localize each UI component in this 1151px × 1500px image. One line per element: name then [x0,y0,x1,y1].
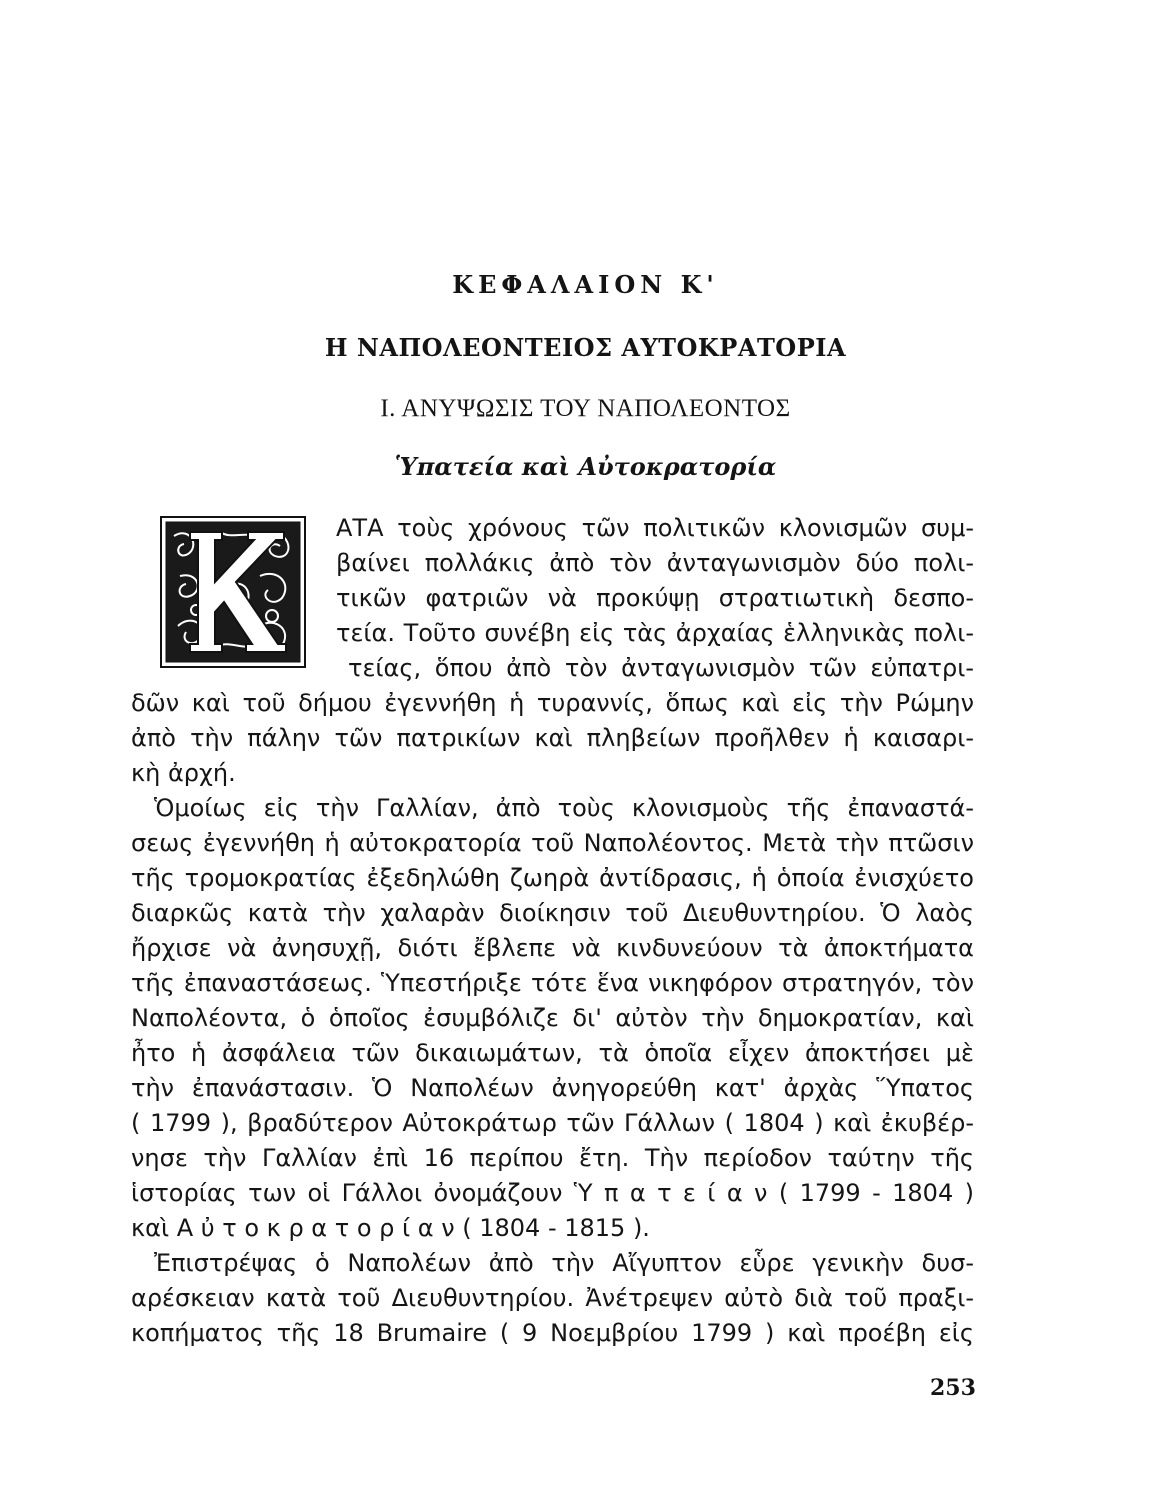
section-title: Ι. ΑΝΥΨΩΣΙΣ ΤΟΥ ΝΑΠΟΛΕΟΝΤΟΣ [380,395,791,422]
paragraph-line: κὴ ἀρχή. [131,759,236,787]
paragraph-line: Ἐπιστρέψας ὁ Ναπολέων ἀπὸ τὴν Αἴγυπτον εὗρε γενικὴν δυσ- [154,1249,974,1277]
paragraph-line: καὶ Α ὐ τ ο κ ρ α τ ο ρ ί α ν ( 1804 - 1815 ). [131,1214,650,1242]
paragraph-line: τὴν ἐπανάστασιν. Ὁ Ναπολέων ἀνηγορεύθη κατ' ἀρχὰς Ὕπατος [131,1074,974,1102]
subsection-title: Ὑπατεία καὶ Αὐτοκρατορία [394,452,777,481]
chapter-label: ΚΕΦΑΛΑΙΟΝ Κ' [452,270,719,299]
paragraph-line: Ὁμοίως εἰς τὴν Γαλλίαν, ἀπὸ τοὺς κλονισμοὺς τῆς ἐπαναστά- [154,794,974,822]
paragraph-line: αρέσκειαν κατὰ τοῦ Διευθυντηρίου. Ἀνέτρεψεν αὐτὸ διὰ τοῦ πραξι- [131,1284,974,1312]
paragraph-line: διαρκῶς κατὰ τὴν χαλαρὰν διοίκησιν τοῦ Διευθυντηρίου. Ὁ λαὸς [131,899,974,927]
paragraph-line: ἤρχισε νὰ ἀνησυχῇ, διότι ἔβλεπε νὰ κινδυνεύουν τὰ ἀποκτήματα [131,934,974,962]
paragraph-line: τείας, ὅπου ἀπὸ τὸν ἀνταγωνισμὸν τῶν εὐπατρι- [348,654,974,682]
chapter-title: Η ΝΑΠΟΛΕΟΝΤΕΙΟΣ ΑΥΤΟΚΡΑΤΟΡΙΑ [324,333,847,362]
paragraph-line: ΑΤΑ τοὺς χρόνους τῶν πολιτικῶν κλονισμῶν συμ- [336,514,974,542]
paragraph-line: τεία. Τοῦτο συνέβη εἰς τὰς ἀρχαίας ἑλληνικὰς πολι- [336,619,974,647]
paragraph-line: κοπήματος τῆς 18 Brumaire ( 9 Νοεμβρίου 1799 ) καὶ προέβη εἰς [131,1319,974,1347]
paragraph-line: τῆς τρομοκρατίας ἐξεδηλώθη ζωηρὰ ἀντίδρασις, ἡ ὁποία ἐνισχύετο [131,864,974,892]
page-number: 253 [930,1375,976,1401]
paragraph-line: ἱστορίας των οἱ Γάλλοι ὀνομάζουν Ὑ π α τ ε ί α ν ( 1799 - 1804 ) [131,1179,974,1207]
paragraph-line: νησε τὴν Γαλλίαν ἐπὶ 16 περίπου ἔτη. Τὴν περίοδον ταύτην τῆς [131,1144,974,1172]
paragraph-line: δῶν καὶ τοῦ δήμου ἐγεννήθη ἡ τυραννίς, ὅπως καὶ εἰς τὴν Ρώμην [131,689,974,717]
paragraph-line: σεως ἐγεννήθη ἡ αὐτοκρατορία τοῦ Ναπολέοντος. Μετὰ τὴν πτῶσιν [131,829,974,857]
paragraph-line: ἀπὸ τὴν πάλην τῶν πατρικίων καὶ πληβείων προῆλθεν ἡ καισαρι- [131,724,974,752]
dropcap-ornament [160,516,306,668]
paragraph-line: τικῶν φατριῶν νὰ προκύψῃ στρατιωτικὴ δεσπο- [336,584,974,612]
paragraph-line: τῆς ἐπαναστάσεως. Ὑπεστήριξε τότε ἕνα νικηφόρον στρατηγόν, τὸν [131,969,974,997]
paragraph-line: βαίνει πολλάκις ἀπὸ τὸν ἀνταγωνισμὸν δύο πολι- [336,549,974,577]
paragraph-line: ἦτο ἡ ἀσφάλεια τῶν δικαιωμάτων, τὰ ὁποῖα εἶχεν ἀποκτήσει μὲ [131,1039,974,1067]
paragraph-line: Ναπολέοντα, ὁ ὁποῖος ἐσυμβόλιζε δι' αὐτὸν τὴν δημοκρατίαν, καὶ [131,1004,974,1032]
paragraph-line: ( 1799 ), βραδύτερον Αὐτοκράτωρ τῶν Γάλλων ( 1804 ) καὶ ἐκυβέρ- [131,1109,974,1137]
